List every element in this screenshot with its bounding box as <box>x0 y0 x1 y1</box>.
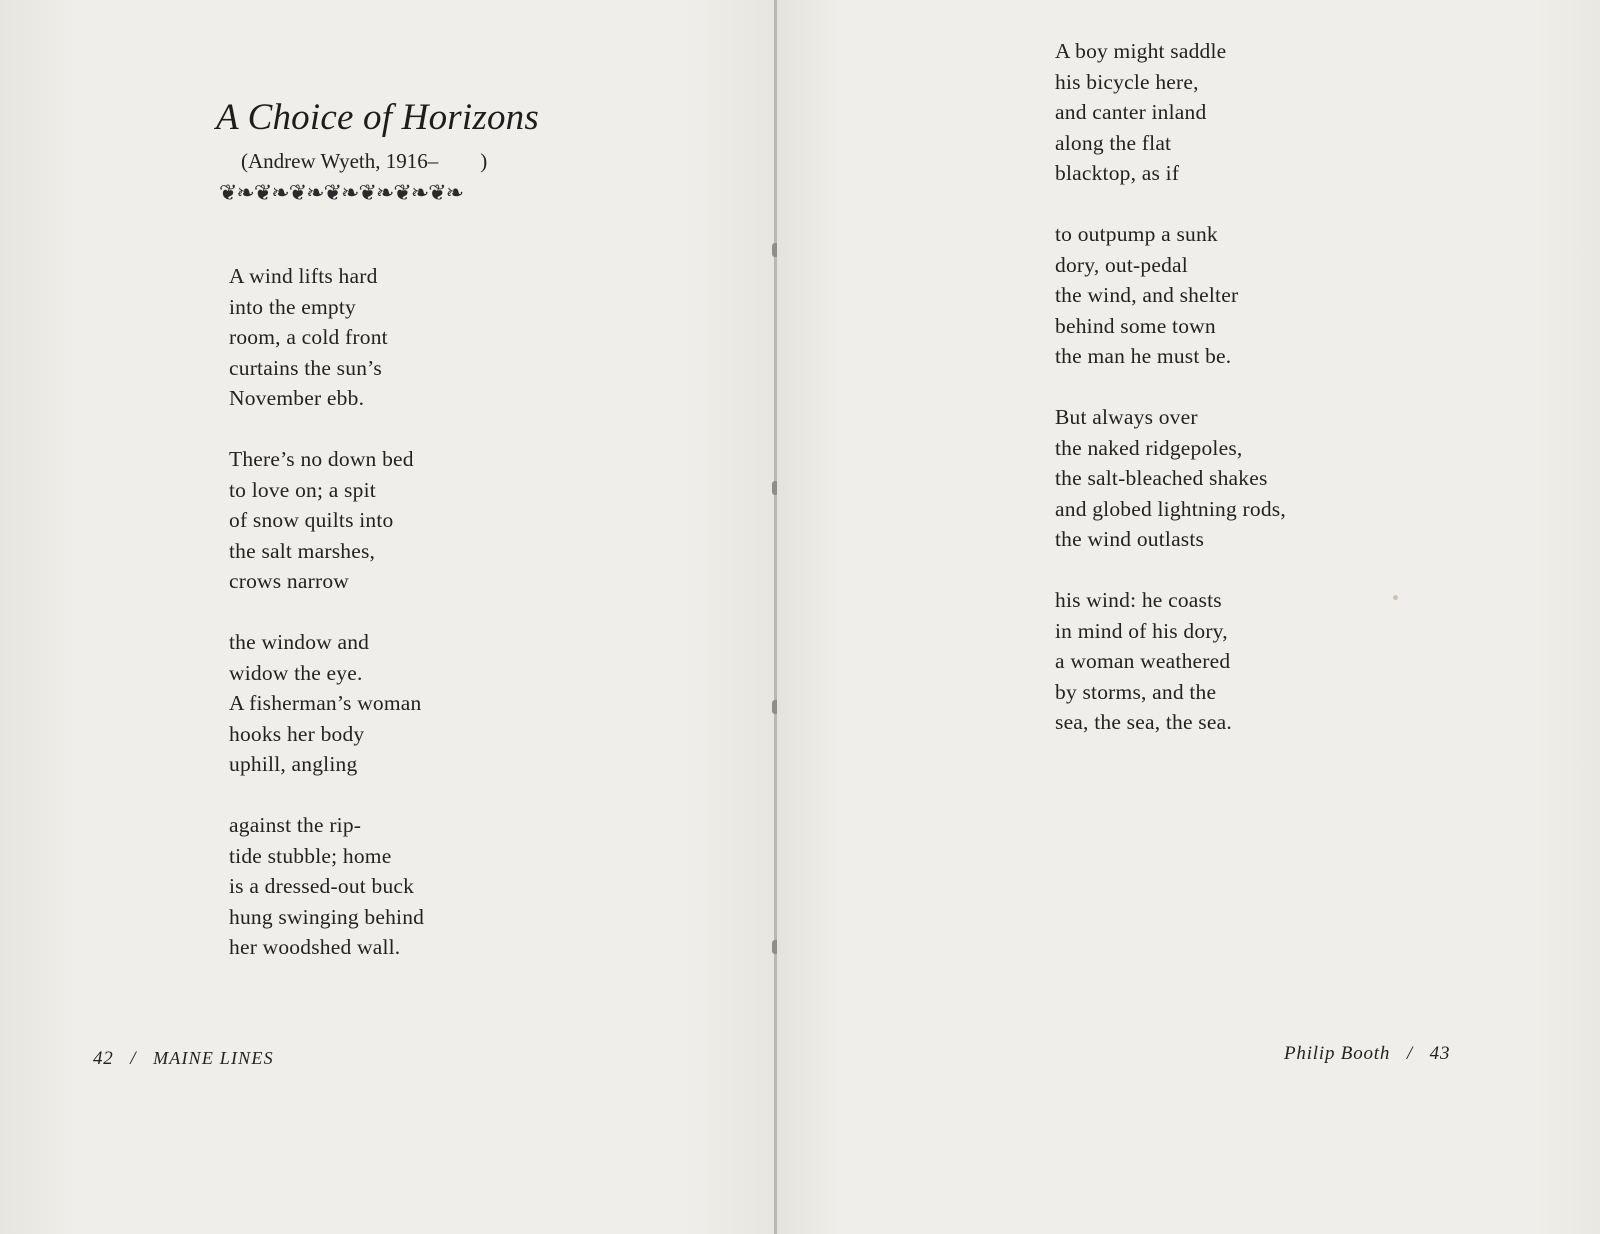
stanza <box>1055 585 1286 738</box>
poem-line: her woodshed wall. <box>229 935 401 959</box>
stanza <box>229 261 424 414</box>
right-page-footer <box>1284 1043 1450 1065</box>
poem-line: the salt marshes, <box>229 538 376 563</box>
poem-line: and globed lightning rods, <box>1055 496 1286 521</box>
stanza <box>1055 219 1286 372</box>
poem-line: against the rip- <box>229 813 362 837</box>
poem-line: uphill, angling <box>229 752 358 776</box>
poem-line: November ebb. <box>229 386 365 410</box>
poem-line: in mind of his dory, <box>1055 618 1228 643</box>
poem-line: crows narrow <box>229 569 350 593</box>
stanza <box>1055 402 1286 555</box>
poem-line: his wind: he coasts <box>1055 588 1222 612</box>
poem-line: of snow quilts into <box>229 508 394 532</box>
left-page <box>0 0 775 1234</box>
poem-line: A boy might saddle <box>1055 39 1227 63</box>
poem-line: hung swinging behind <box>229 904 425 929</box>
poem-line: along the flat <box>1055 130 1172 155</box>
poem-line: A wind lifts hard <box>229 264 378 288</box>
poem-line: the naked ridgepoles, <box>1055 435 1243 460</box>
stanza <box>229 810 424 963</box>
poem-line: the wind outlasts <box>1055 527 1205 551</box>
poem-line: his bicycle here, <box>1055 69 1199 94</box>
poem-line: the salt-bleached shakes <box>1055 466 1268 490</box>
stanza <box>1055 36 1286 189</box>
poem-line: the window and <box>229 630 370 654</box>
footer-separator: / <box>130 1048 137 1069</box>
poem-line: to love on; a spit <box>229 477 376 502</box>
poem-line: by storms, and the <box>1055 679 1217 704</box>
poem-line: blacktop, as if <box>1055 161 1180 185</box>
running-head-author: Philip Booth <box>1284 1043 1391 1064</box>
poem-dedication: (Andrew Wyeth, 1916– ) <box>241 149 488 173</box>
poem-line: sea, the sea, the sea. <box>1055 710 1232 734</box>
poem-line: curtains the sun’s <box>229 355 382 380</box>
poem-line: a woman weathered <box>1055 649 1231 673</box>
poem-line: to outpump a sunk <box>1055 222 1218 246</box>
left-page-footer <box>93 1048 274 1070</box>
paper-speck <box>1393 595 1398 600</box>
poem-line: hooks her body <box>229 721 365 746</box>
poem-line: A fisherman’s woman <box>229 691 422 715</box>
poem-line: and canter inland <box>1055 100 1207 124</box>
poem-line: behind some town <box>1055 313 1216 338</box>
poem-title: A Choice of Horizons <box>216 97 539 138</box>
ornament-divider: ❦❧❦❧❦❧❦❧❦❧❦❧❦❧ <box>219 180 464 205</box>
poem-line: tide stubble; home <box>229 843 392 868</box>
stanza <box>229 444 424 597</box>
poem-line: is a dressed-out buck <box>229 874 415 898</box>
poem-line: But always over <box>1055 405 1198 429</box>
poem-line: There’s no down bed <box>229 447 414 471</box>
stanza <box>229 627 424 780</box>
footer-separator: / <box>1406 1043 1413 1064</box>
running-head-book-title: MAINE LINES <box>153 1048 274 1068</box>
poem-line: dory, out-pedal <box>1055 252 1188 277</box>
poem-line: widow the eye. <box>229 660 363 685</box>
page-number: 43 <box>1429 1043 1451 1064</box>
page-number: 42 <box>93 1048 114 1069</box>
poem-line: the man he must be. <box>1055 344 1232 368</box>
right-poem-body <box>1055 36 1286 768</box>
poem-line: room, a cold front <box>229 325 388 349</box>
left-poem-body <box>229 261 424 993</box>
poem-line: into the empty <box>229 294 357 319</box>
poem-line: the wind, and shelter <box>1055 283 1239 307</box>
